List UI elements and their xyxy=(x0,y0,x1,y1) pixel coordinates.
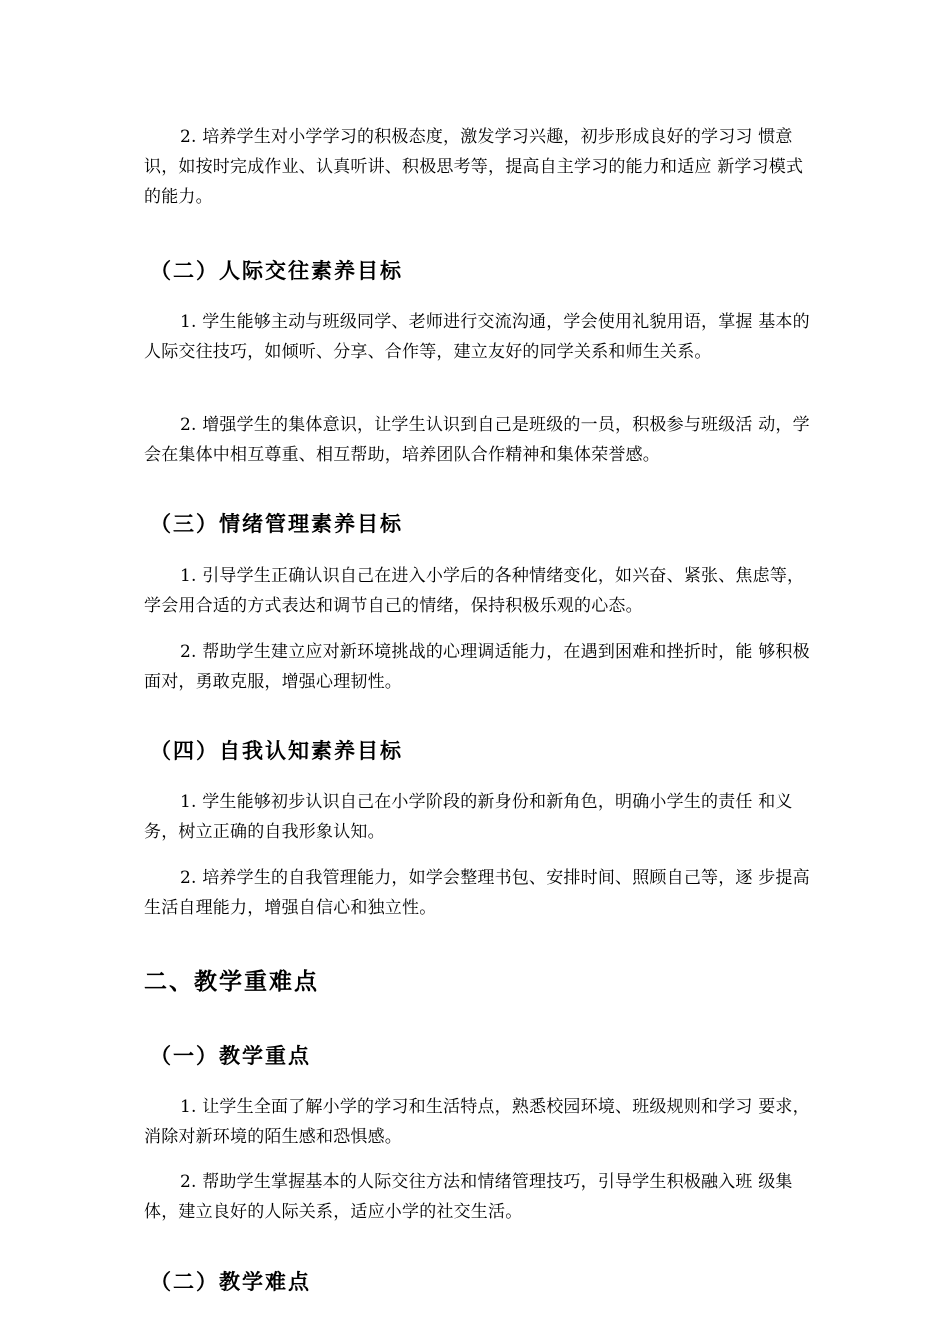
paragraph-self-goal-1: 1. 学生能够初步认识自己在小学阶段的新身份和新角色，明确小学生的责任 和义务，树立正确的自我形象认知。 xyxy=(144,792,793,842)
paragraph-learning-goal-2: 2. 培养学生对小学学习的积极态度，激发学习兴趣，初步形成良好的学习习 惯意识，如按时完成作业、认真听讲、积极思考等，提高自主学习的能力和适应 新学习模式的能力。 xyxy=(144,127,804,207)
heading-self-awareness-goals: （四）自我认知素养目标 xyxy=(150,739,403,763)
paragraph-self-goal-2: 2. 培养学生的自我管理能力，如学会整理书包、安排时间、照顾自己等，逐 步提高生活自理能力，增强自信心和独立性。 xyxy=(144,868,810,918)
heading-emotion-goals: （三）情绪管理素养目标 xyxy=(150,512,403,536)
heading-section-2-key-difficult-points: 二、教学重难点 xyxy=(144,969,319,995)
paragraph-key-point-2: 2. 帮助学生掌握基本的人际交往方法和情绪管理技巧，引导学生积极融入班 级集体，建立良好的人际关系，适应小学的社交生活。 xyxy=(144,1172,793,1222)
heading-teaching-key-points: （一）教学重点 xyxy=(150,1044,311,1068)
paragraph-emotion-goal-1: 1. 引导学生正确认识自己在进入小学后的各种情绪变化，如兴奋、紧张、焦虑等，学会用合适的方式表达和调节自己的情绪，保持积极乐观的心态。 xyxy=(144,566,805,616)
paragraph-key-point-1: 1. 让学生全面了解小学的学习和生活特点，熟悉校园环境、班级规则和学习 要求，消除对新环境的陌生感和恐惧感。 xyxy=(144,1097,810,1147)
paragraph-interpersonal-goal-2: 2. 增强学生的集体意识，让学生认识到自己是班级的一员，积极参与班级活 动，学会在集体中相互尊重、相互帮助，培养团队合作精神和集体荣誉感。 xyxy=(144,415,810,465)
heading-teaching-difficult-points: （二）教学难点 xyxy=(150,1270,311,1294)
paragraph-interpersonal-goal-1: 1. 学生能够主动与班级同学、老师进行交流沟通，学会使用礼貌用语，掌握 基本的人际交往技巧，如倾听、分享、合作等，建立友好的同学关系和师生关系。 xyxy=(144,312,810,362)
paragraph-emotion-goal-2: 2. 帮助学生建立应对新环境挑战的心理调适能力，在遇到困难和挫折时，能 够积极面对，勇敢克服，增强心理韧性。 xyxy=(144,642,810,692)
heading-interpersonal-goals: （二）人际交往素养目标 xyxy=(150,259,403,283)
